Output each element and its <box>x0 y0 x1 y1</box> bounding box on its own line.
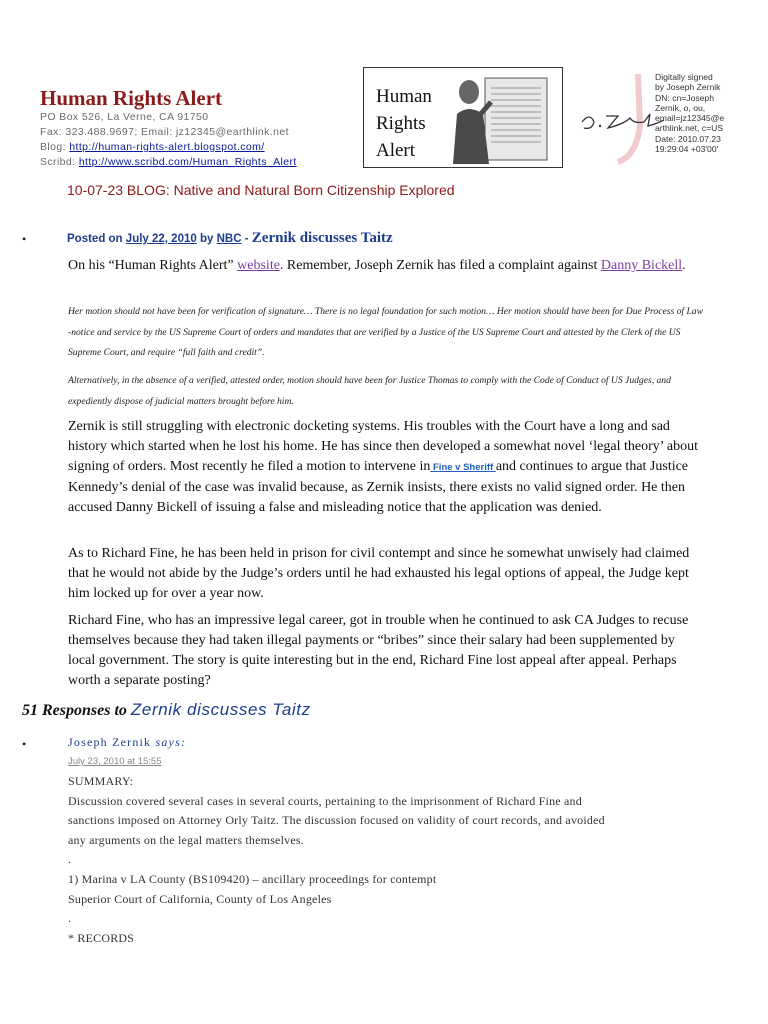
post-title: Zernik discusses Taitz <box>251 230 393 246</box>
comment-author-name: Joseph Zernik <box>68 735 152 749</box>
figure-with-document-illustration <box>449 72 559 164</box>
by-label: by <box>199 233 214 245</box>
blog-title: 10-07-23 BLOG: Native and Natural Born Citizenship Explored <box>67 182 455 198</box>
logo-line-2: Rights <box>376 113 426 134</box>
post-author-link[interactable]: NBC <box>216 233 242 245</box>
p1-text: Zernik is still struggling with electronic docketing systems. His troubles with the Court have a long and sad history which started when he lost his home. He has since then developed a somewhat novel ‘legal theory’ about signing of orders. Most recently he filed a motion to intervene in <box>68 419 698 474</box>
logo-line-1: Human <box>376 86 432 107</box>
org-title: Human Rights Alert <box>40 86 223 110</box>
comment-bullet: • <box>22 737 27 751</box>
quote-2: Alternatively, in the absence of a verified, attested order, motion should have been for Justice Thomas to comply with the Code of Conduct of US Judges, and expediently dispose of judicial matters brought before him. <box>68 375 671 407</box>
sig-line: Date: 2010.07.23 <box>655 133 721 144</box>
scribd-line <box>40 156 297 168</box>
comment-line: Superior Court of California, County of Los Angeles <box>68 892 332 906</box>
digital-signature <box>578 66 768 170</box>
address-line: PO Box 526, La Verne, CA 91750 <box>40 111 209 123</box>
website-link[interactable]: website <box>237 258 280 273</box>
signature-details <box>655 72 763 154</box>
comment-line: . <box>68 852 72 866</box>
paragraph-1 <box>68 417 704 518</box>
sig-line: 19:29:04 +03'00' <box>655 144 719 155</box>
blog-label: Blog: <box>40 141 66 153</box>
scribd-label: Scribd: <box>40 156 76 168</box>
posted-on-label: Posted on <box>67 233 123 245</box>
post-bullet: • <box>22 232 27 246</box>
intro-text: On his “Human Rights Alert” <box>68 258 238 273</box>
post-date-link[interactable]: July 22, 2010 <box>125 233 197 245</box>
sig-line: email=jz12345@e <box>655 113 725 124</box>
comment-line: . <box>68 911 72 925</box>
danny-bickell-link[interactable]: Danny Bickell <box>600 258 683 273</box>
p1-text-2: and continues to argue that Justice Kennedy’s denial of the case was invalid because, as Zernik insists, there exists no valid signed order. He then accused Danny Bickell of issuing a false and misleading notice that the application was denied. <box>68 459 689 515</box>
fax-email-line: Fax: 323.488.9697; Email: jz12345@earthlink.net <box>40 126 289 138</box>
responses-post-title: Zernik discusses Taitz <box>130 700 311 719</box>
sig-line: arthlink.net, c=US <box>655 123 724 134</box>
blog-line <box>40 141 265 153</box>
logo-line-3: Alert <box>376 140 416 161</box>
dash: - <box>244 233 249 245</box>
paragraph-3: Richard Fine, who has an impressive legal career, got in trouble when he continued to ask CA Judges to recuse themselves because they had taken illegal payments or “bribes” since their salary had been supplemented by local government. The story is quite interesting but in the end, Richard Fine lost appeal after appeal. Perhaps worth a separate posting? <box>68 613 689 688</box>
scribd-link[interactable]: http://www.scribd.com/Human_Rights_Alert <box>78 156 297 168</box>
comment-date-link[interactable]: July 23, 2010 at 15:55 <box>68 756 162 767</box>
hra-logo <box>363 67 563 168</box>
blog-link[interactable]: http://human-rights-alert.blogspot.com/ <box>69 141 265 153</box>
comment-line: Discussion covered several cases in several courts, pertaining to the imprisonment of Richard Fine and <box>68 794 582 808</box>
intro-text-2: . Remember, Joseph Zernik has filed a complaint against <box>279 258 601 273</box>
comment-line: SUMMARY: <box>68 774 134 788</box>
post-meta <box>67 230 393 247</box>
intro-end: . <box>682 258 686 273</box>
comment-says: says: <box>155 735 187 749</box>
intro-paragraph <box>68 256 704 276</box>
comment-line: any arguments on the legal matters themselves. <box>68 833 304 847</box>
comment-author <box>68 735 186 750</box>
responses-count: 51 Responses to <box>22 702 127 719</box>
comment-line: 1) Marina v LA County (BS109420) – ancillary proceedings for contempt <box>68 872 437 886</box>
quote-1: Her motion should not have been for verification of signature… There is no legal foundation for such motion… Her motion should have been for Due Process of Law -notice and service by the US Supreme Court of orders and mandates that are verified by a Justice of the US Supreme Court and attested by the Clerk of the US Supreme Court, and require “full faith and credit”. <box>68 306 703 358</box>
comment-line: sanctions imposed on Attorney Orly Taitz. The discussion focused on validity of court records, and avoided <box>68 813 605 827</box>
sig-line: DN: cn=Joseph <box>655 92 714 103</box>
paragraph-2: As to Richard Fine, he has been held in prison for civil contempt and since he somewhat unwisely had claimed that he would not abide by the Judge’s orders until he had exhausted his legal options of appeal, the Judge kept him locked up for over a year now. <box>68 546 690 601</box>
fine-v-sheriff-link[interactable]: Fine v Sheriff <box>430 462 496 473</box>
sig-line: Zernik, o, ou, <box>655 102 706 113</box>
sig-line: Digitally signed <box>655 72 713 82</box>
sig-line: by Joseph Zernik <box>655 82 721 93</box>
responses-heading <box>22 700 311 720</box>
comment-line: * RECORDS <box>68 931 135 945</box>
